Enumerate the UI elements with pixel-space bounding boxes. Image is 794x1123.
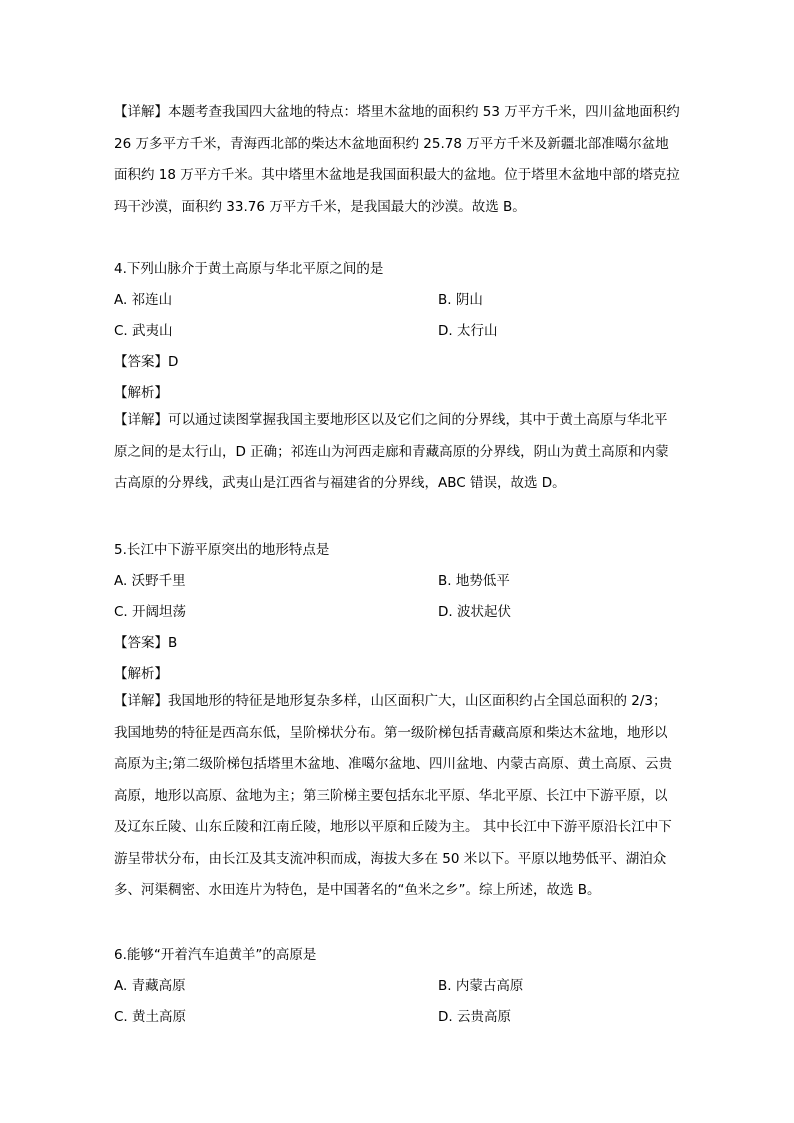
q6-option-d: D. 云贵高原 (438, 1009, 511, 1025)
q6-question: 6.能够“开着汽车追黄羊”的高原是 (114, 947, 317, 963)
q6-option-b: B. 内蒙古高原 (438, 978, 524, 994)
q5-answer: 【答案】B (114, 635, 178, 651)
q4-option-b: B. 阴山 (438, 292, 483, 308)
q4-question: 4.下列山脉介于黄土高原与华北平原之间的是 (114, 261, 384, 277)
q5-analysis-label: 【解析】 (114, 666, 168, 682)
q6-option-c: C. 黄土高原 (114, 1009, 187, 1025)
q5-question: 5.长江中下游平原突出的地形特点是 (114, 542, 330, 558)
q5-option-b: B. 地势低平 (438, 573, 510, 589)
q5-option-c: C. 开阔坦荡 (114, 604, 187, 620)
q3-explanation: 【详解】本题考查我国四大盆地的特点：塔里木盆地的面积约 53 万平方千米，四川盆地面积约 26 万多平方千米，青海西北部的柴达木盆地面积约 25.78 万平方千米及新疆北部准噶尔盆地面积约 18 万平方千米。其中塔里木盆地是我国面积最大的盆地。位于塔里木盆地中部的塔克拉玛干沙漠，面积约 33.76 万平方千米，是我国最大的沙漠。故选 B。 (114, 104, 680, 215)
q4-explanation: 【详解】可以通过读图掌握我国主要地形区以及它们之间的分界线，其中于黄土高原与华北平原之间的是太行山，D 正确；祁连山为河西走廊和青藏高原的分界线，阴山为黄土高原和内蒙古高原的分界线，武夷山是江西省与福建省的分界线，ABC 错误，故选 D。 (114, 412, 669, 491)
q5-option-a: A. 沃野千里 (114, 573, 186, 589)
q5-explanation: 【详解】我国地形的特征是地形复杂多样，山区面积广大，山区面积约占全国总面积的 2/3；我国地势的特征是西高东低，呈阶梯状分布。第一级阶梯包括青藏高原和柴达木盆地，地形以高原为主;第二级阶梯包括塔里木盆地、准噶尔盆地、四川盆地、内蒙古高原、黄土高原、云贵高原，地形以高原、盆地为主；第三阶梯主要包括东北平原、华北平原、长江中下游平原，以及辽东丘陵、山东丘陵和江南丘陵，地形以平原和丘陵为主。 其中长江中下游平原沿长江中下游呈带状分布，由长江及其支流冲积而成，海拔大多在 50 米以下。平原以地势低平、湖泊众多、河渠稠密、水田连片为特色，是中国著名的“鱼米之乡”。综上所述，故选 B。 (114, 693, 673, 898)
q4-answer: 【答案】D (114, 354, 179, 370)
q4-option-a: A. 祁连山 (114, 292, 173, 308)
q4-analysis-label: 【解析】 (114, 385, 168, 401)
q4-option-d: D. 太行山 (438, 323, 498, 339)
q4-option-c: C. 武夷山 (114, 323, 173, 339)
q5-option-d: D. 波状起伏 (438, 604, 511, 620)
q6-option-a: A. 青藏高原 (114, 978, 186, 994)
